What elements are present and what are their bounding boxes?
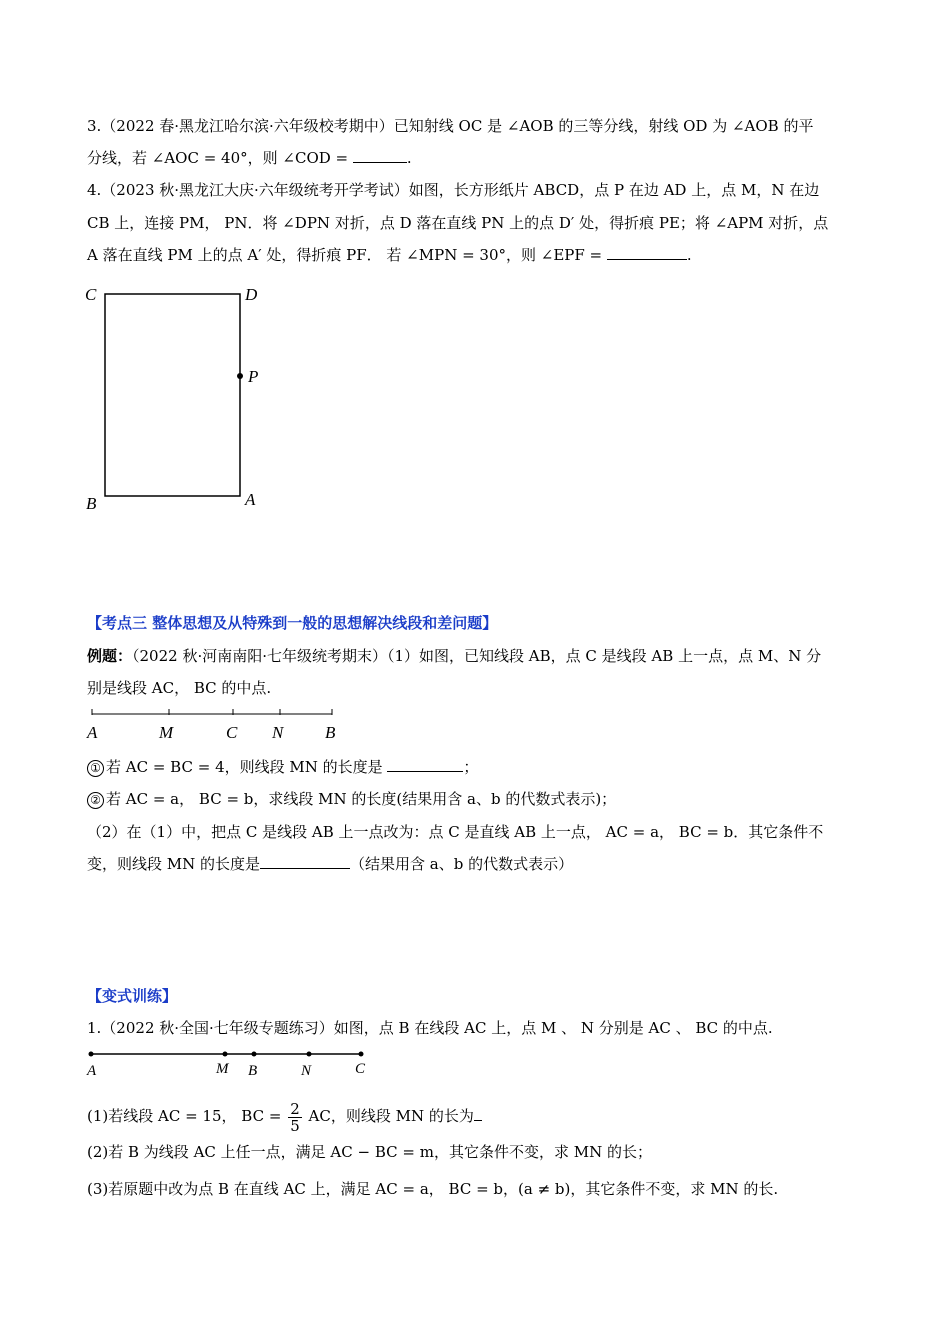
variant-part-3: (3)若原题中改为点 B 在直线 AC 上，满足 AC = a， BC = b，(a ≠ b)，其它条件不变，求 MN 的长. [87,1180,779,1198]
part-3-answer-blank[interactable] [260,854,350,869]
seg1-label-a: A [87,723,98,742]
q4-answer-blank[interactable] [607,245,687,260]
seg2-label-b: B [248,1063,258,1079]
dot-n [307,1052,312,1057]
example-line-1-text: （2022 秋·河南南阳·七年级统考期末）（1）如图，已知线段 AB，点 C 是线段 AB 上一点，点 M、N 分 [132,647,822,665]
q4-line-3-text: A 落在直线 PM 上的点 A′ 处，得折痕 PF． 若 ∠MPN = 30°，则 ∠EPF = [87,246,603,264]
dot-c [359,1052,364,1057]
dot-b [252,1052,257,1057]
dot-a [89,1052,94,1057]
variant-part-1b: AC，则线段 MN 的长为 [308,1107,474,1125]
fraction-two-fifths [288,1101,302,1134]
q3-line-2 [87,148,412,168]
section-3-heading: 【考点三 整体思想及从特殊到一般的思想解决线段和差问题】 [87,614,498,632]
fraction-numerator: 2 [290,1099,300,1118]
example-line-1 [87,646,821,666]
seg2-label-m: M [216,1061,229,1077]
label-a: A [245,490,256,509]
example-line-2: 别是线段 AC， BC 的中点. [87,679,272,697]
seg1-label-n: N [272,723,284,742]
rectangle-abcd [105,294,240,496]
seg2-label-c: C [355,1061,366,1077]
q4-line-2: CB 上，连接 PM， PN．将 ∠DPN 对折，点 D 落在直线 PN 上的点 D′ 处，得折痕 PE；将 ∠APM 对折，点 [87,214,829,232]
q4-line-3-end: . [686,246,692,264]
seg1-label-b: B [325,723,336,742]
label-d: D [245,285,258,304]
part-2 [87,789,616,809]
part-3-line-2 [87,854,573,874]
part-2-text: 若 AC = a， BC = b，求线段 MN 的长度(结果用含 a、b 的代数式表示)； [106,790,617,808]
part-3-line-2b: （结果用含 a、b 的代数式表示） [350,855,574,873]
variant-part-1 [87,1098,482,1134]
q3-line-1: 3.（2022 春·黑龙江哈尔滨·六年级校考期中）已知射线 OC 是 ∠AOB 的三等分线，射线 OD 为 ∠AOB 的平 [87,117,814,135]
q3-answer-blank[interactable] [353,148,407,163]
part-1 [87,757,478,777]
q3-line-2-text: 分线，若 ∠AOC = 40°，则 ∠COD = [87,149,349,167]
seg2-label-n: N [301,1063,312,1079]
variant-part-2: (2)若 B 为线段 AC 上任一点，满足 AC − BC = m，其它条件不变，求 MN 的长； [87,1143,652,1161]
point-p [237,373,243,379]
label-c: C [85,285,97,304]
segment-figure-ambnc [85,1045,385,1081]
fraction-denominator: 5 [290,1116,300,1135]
seg1-label-c: C [226,723,238,742]
q4-line-3 [87,245,692,265]
variant-heading: 【变式训练】 [87,987,178,1005]
part-1-end: ； [463,758,479,776]
label-p: P [248,367,259,386]
part-3-line-1: （2）在（1）中，把点 C 是线段 AB 上一点改为：点 C 是直线 AB 上一点， AC = a， BC = b．其它条件不 [87,823,824,841]
q4-line-1: 4.（2023 秋·黑龙江大庆·六年级统考开学考试）如图，长方形纸片 ABCD，点 P 在边 AD 上，点 M，N 在边 [87,181,820,199]
dot-m [223,1052,228,1057]
seg1-label-m: M [159,723,174,742]
rectangle-figure [80,280,280,520]
variant-part-1a: (1)若线段 AC = 15， BC = [87,1107,282,1125]
variant-part-1-answer-blank[interactable] [474,1106,482,1121]
part-1-number: ① [87,760,104,777]
seg2-label-a: A [87,1063,97,1079]
part-3-line-2a: 变，则线段 MN 的长度是 [87,855,261,873]
part-2-number: ② [87,792,104,809]
label-b: B [86,494,97,513]
example-label: 例题： [87,647,133,665]
variant-q1-line: 1.（2022 秋·全国·七年级专题练习）如图，点 B 在线段 AC 上，点 M 、 N 分别是 AC 、 BC 的中点. [87,1019,773,1037]
q3-line-2-end: . [406,149,412,167]
part-1-answer-blank[interactable] [387,757,463,772]
segment-figure-amcnb [85,702,355,746]
part-1-text: 若 AC = BC = 4，则线段 MN 的长度是 [106,758,383,776]
